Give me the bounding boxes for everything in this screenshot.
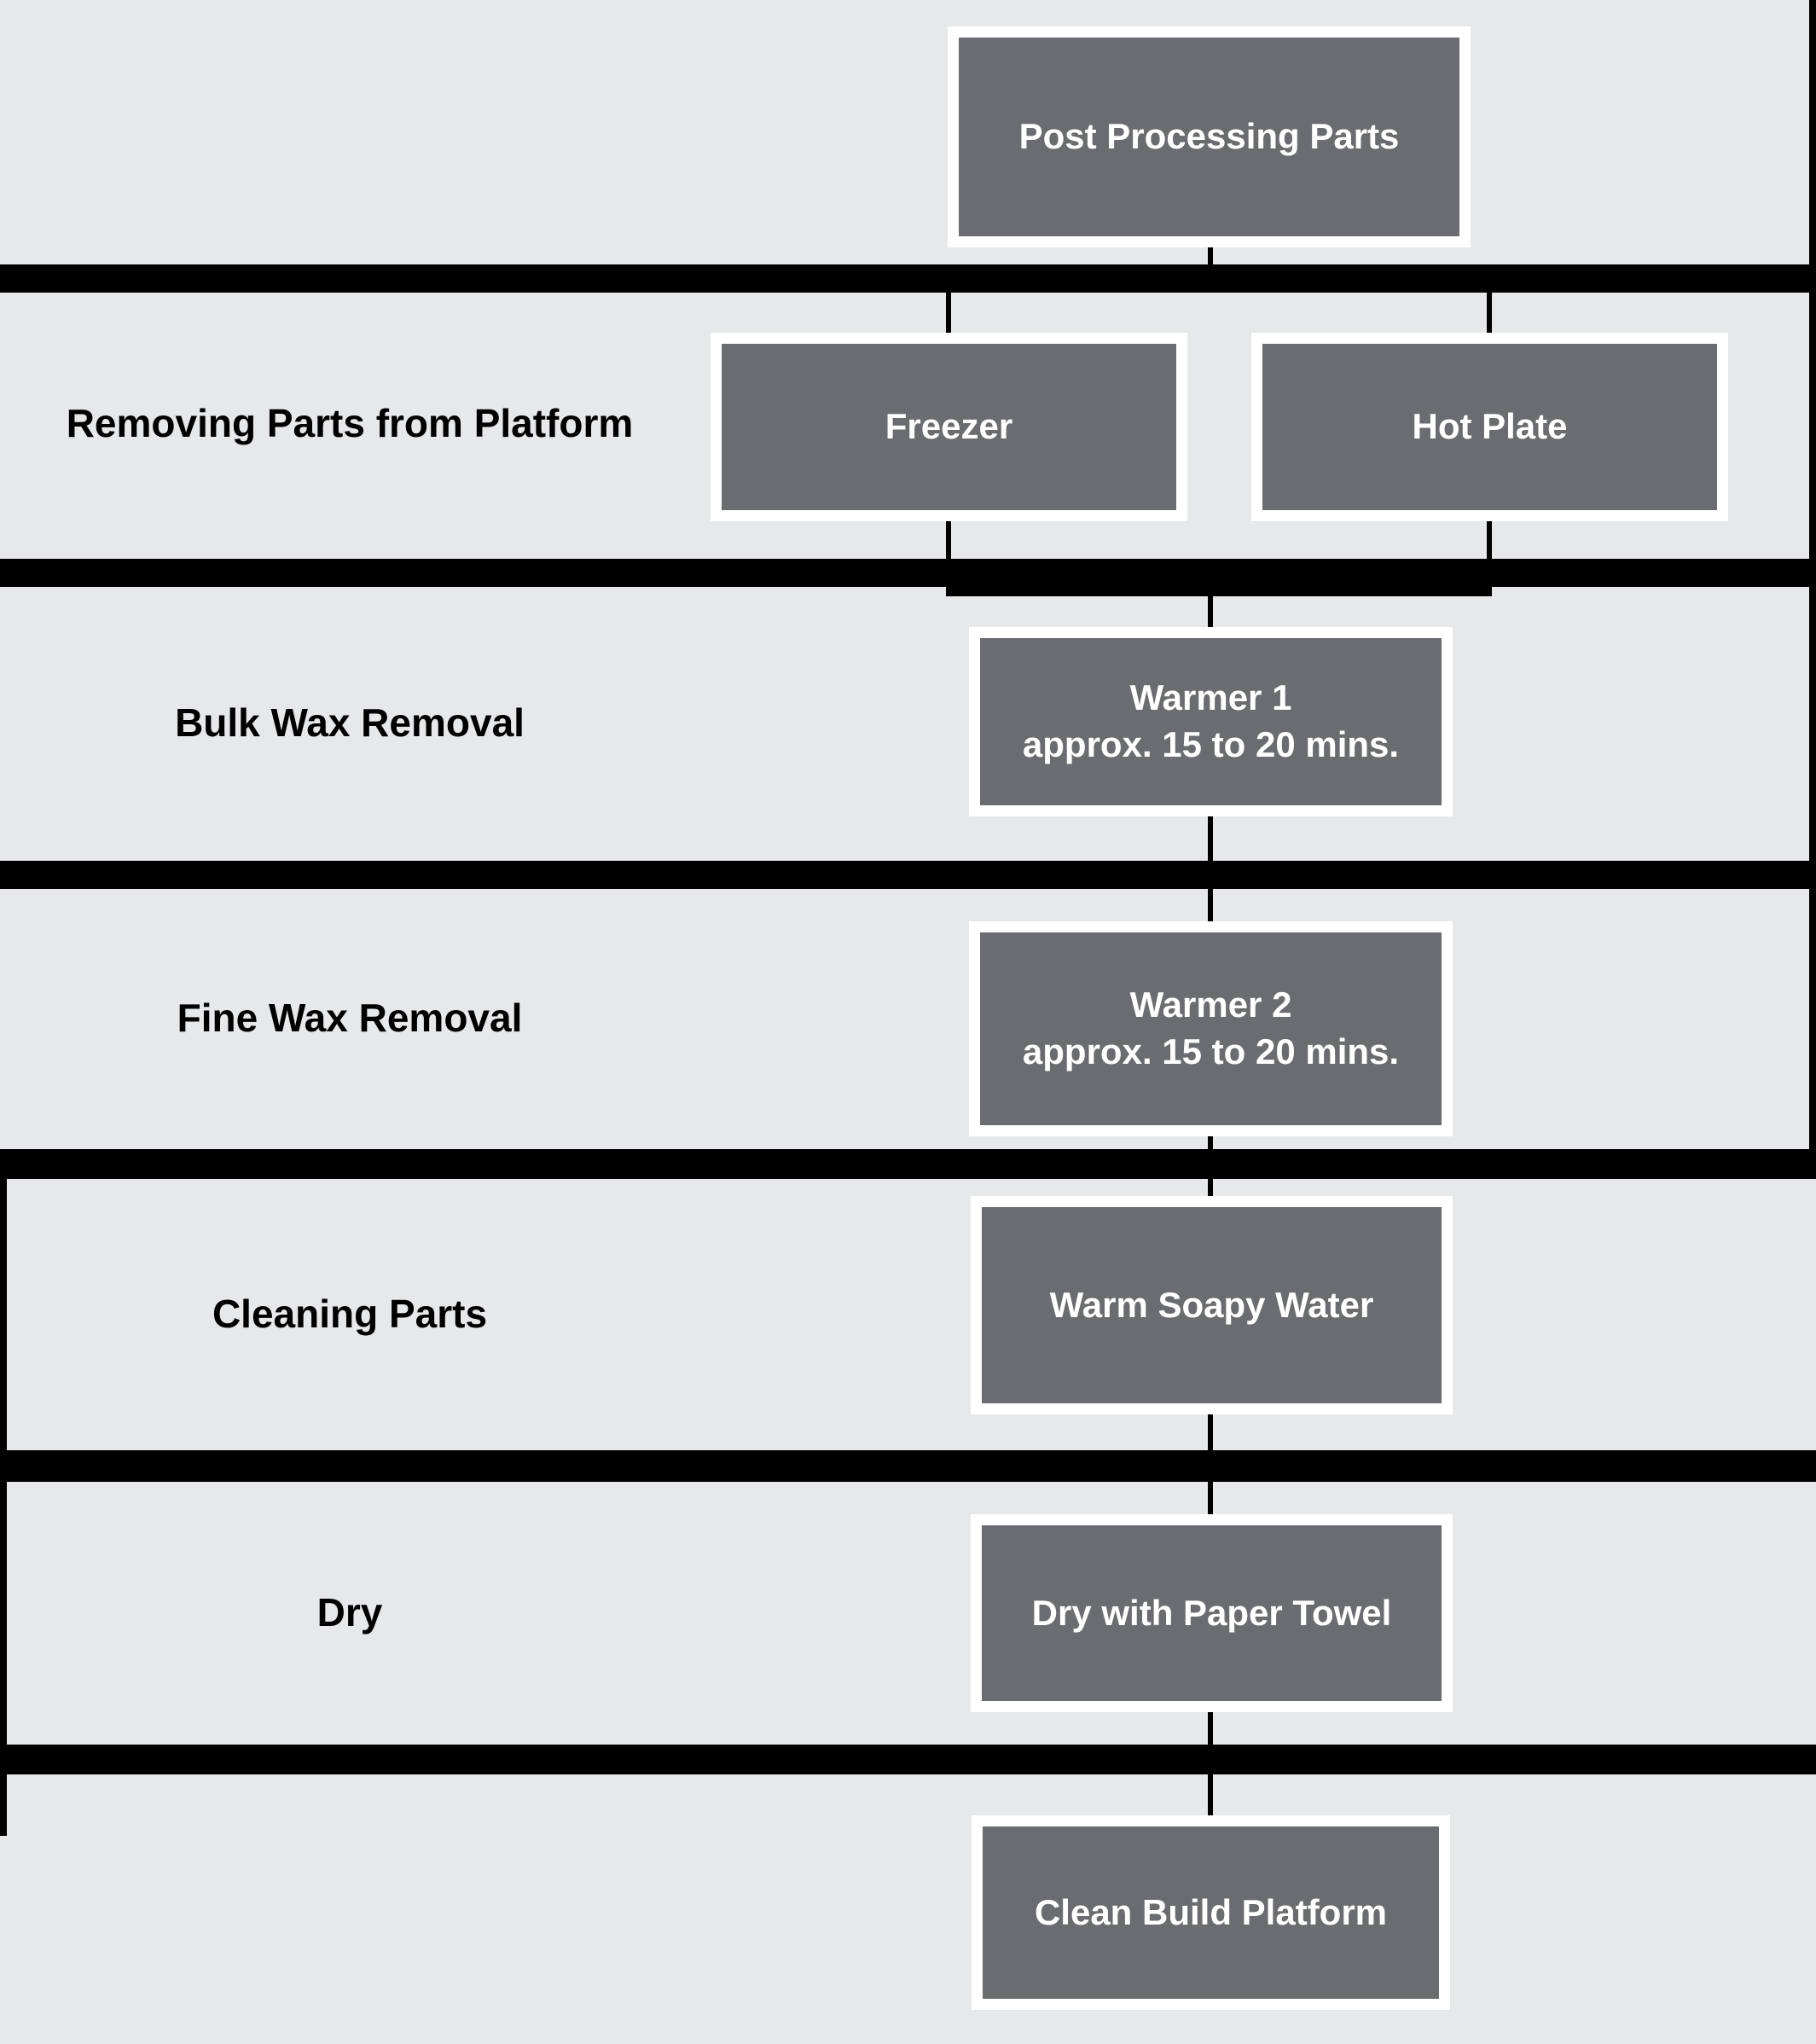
node-hot-plate-label: Hot Plate (1412, 406, 1568, 447)
connector-dry-to-bar (1208, 1712, 1213, 1745)
connector-bar-to-dry (1208, 1482, 1213, 1514)
connector-bar-to-soapy (1208, 1179, 1213, 1196)
node-freezer-label: Freezer (885, 406, 1013, 447)
row-label-removing-parts: Removing Parts from Platform (66, 401, 634, 445)
node-dry-with-paper-towel-label: Dry with Paper Towel (1031, 1592, 1392, 1633)
connector-bar-to-clean (1208, 1774, 1213, 1815)
node-dry-with-paper-towel (971, 1514, 1453, 1712)
node-warm-soapy-water-label: Warm Soapy Water (1049, 1284, 1374, 1325)
connector-soapy-to-bar (1208, 1414, 1213, 1450)
row-label-bulk-wax: Bulk Wax Removal (175, 700, 525, 745)
row-label-fine-wax: Fine Wax Removal (177, 996, 523, 1040)
connector-bar-to-freezer (946, 293, 951, 333)
node-hot-plate (1251, 333, 1728, 521)
left-edge-strip (0, 1149, 7, 1836)
node-warmer-1-label-line2: approx. 15 to 20 mins. (1022, 724, 1400, 764)
node-warmer-2-label-line1: Warmer 2 (1129, 984, 1292, 1025)
node-freezer (711, 333, 1187, 521)
node-clean-build-platform (972, 1815, 1450, 2010)
node-post-processing-parts-label: Post Processing Parts (1018, 116, 1400, 157)
connector-bar-to-hotplate (1487, 293, 1492, 333)
right-edge-strip (1809, 0, 1816, 1179)
node-warmer-1-label-line1: Warmer 1 (1129, 677, 1292, 718)
row-divider-1 (0, 264, 1816, 293)
connector-merge-line (946, 587, 1492, 596)
row-divider-2 (0, 559, 1816, 587)
connector-bar-to-warmer2 (1208, 889, 1213, 921)
connector-warmer1-to-bar (1208, 816, 1213, 861)
row-label-cleaning-parts: Cleaning Parts (212, 1292, 488, 1336)
row-divider-6 (0, 1745, 1816, 1774)
connector-warmer2-to-bar (1208, 1136, 1213, 1149)
connector-merge-to-warmer1 (1208, 596, 1213, 627)
connector-hotplate-to-bar (1487, 521, 1492, 559)
connector-freezer-to-bar (946, 521, 951, 559)
node-warmer-2-label-line2: approx. 15 to 20 mins. (1022, 1031, 1400, 1071)
node-clean-build-platform-label: Clean Build Platform (1034, 1891, 1388, 1932)
connector-post-to-bar (1208, 247, 1213, 264)
row-divider-5 (0, 1450, 1816, 1482)
row-label-dry: Dry (316, 1590, 383, 1635)
node-warmer-2 (969, 921, 1453, 1136)
node-warmer-1 (969, 627, 1453, 816)
row-divider-3 (0, 861, 1816, 889)
node-warm-soapy-water (971, 1196, 1453, 1414)
node-post-processing-parts (948, 26, 1471, 247)
row-divider-4 (0, 1149, 1816, 1179)
